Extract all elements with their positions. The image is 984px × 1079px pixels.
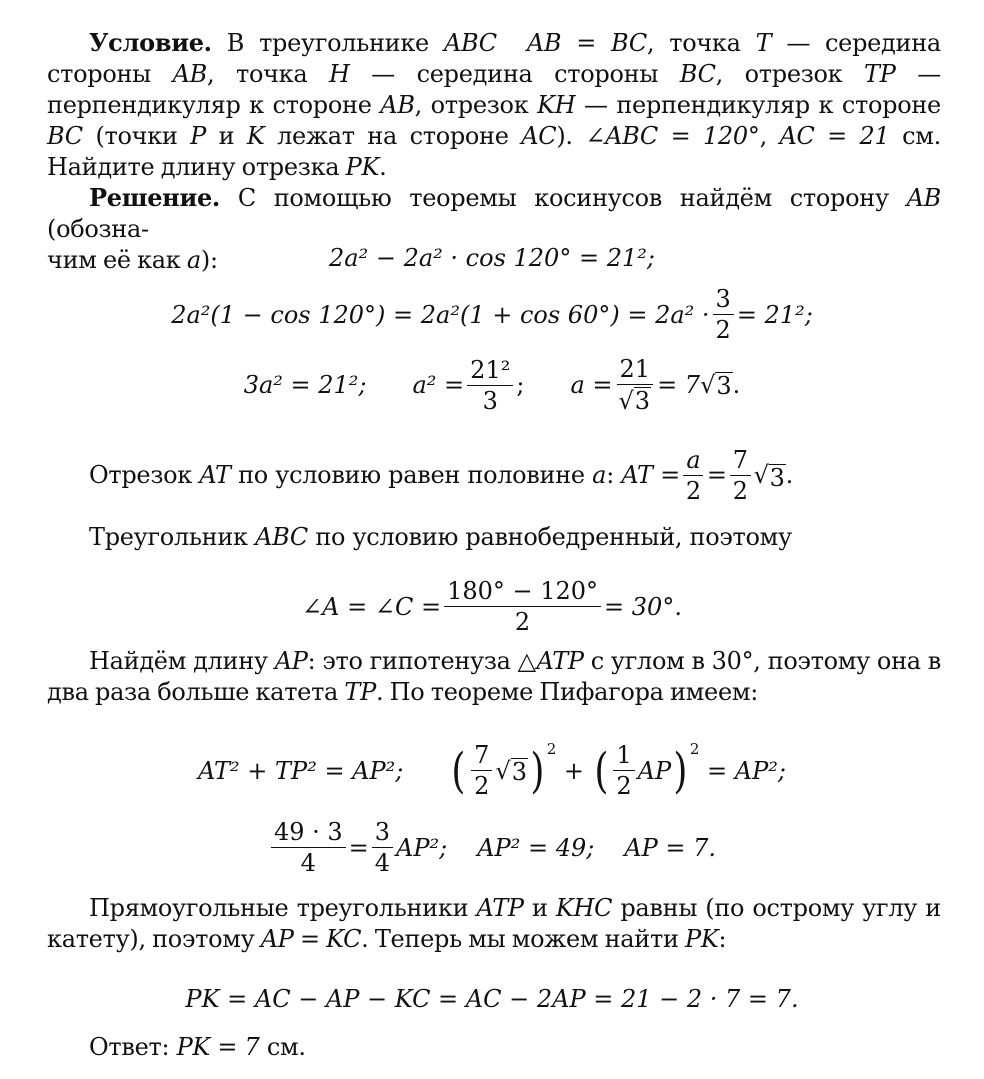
result-equation [0,818,984,877]
numerator: 21 [617,356,654,385]
fraction [372,819,393,877]
denominator: 3 [482,386,498,415]
fraction [471,742,492,800]
math: ABC [255,523,308,551]
math: AP [274,647,308,675]
math: AP = 7. [624,833,717,862]
math: ATP [476,894,524,922]
denominator: √ 3 [618,387,651,416]
text: Отрезок [89,461,192,490]
text: отрезок [430,91,529,119]
math: = AP²; [707,756,786,785]
radicand: 3 [634,387,651,416]
math: = [348,833,369,862]
math: ∠A = ∠C = [302,592,442,621]
fraction [444,578,601,636]
math: △ATP [517,647,584,675]
numerator: 1 [613,742,634,771]
text: равны (по острому углу и катету), поэтому [47,894,941,953]
math: a² = [412,371,465,400]
condition-label: Условие. [89,28,212,57]
math: P [190,122,207,150]
math: a = [570,371,613,400]
text: (обозна- [47,215,149,243]
math: AB [906,184,941,212]
denominator: 4 [374,849,391,878]
text: (точки [95,122,178,150]
text: точка [669,29,741,57]
fraction [271,819,346,877]
math: PK = AC − AP − KC = AC − 2AP = 21 − 2 · 7 = 7. [185,985,799,1013]
text: Найдём длину [89,647,268,675]
ap-paragraph [47,646,941,708]
text: : это гипотенуза [307,647,511,675]
math: AP = KC [260,925,362,953]
text: — перпендикуляр к стороне [584,91,941,119]
numerator: 21² [467,357,513,386]
math: K [246,122,265,150]
math: = 7 [657,371,701,400]
equation-2 [0,286,984,344]
pythagoras-equation: AT² + TP² = AP²; ( $\frac{7}{2}$ √ 3 ) 2 + ( $\frac{1}{2}$ AP ) 2 = AP²; [198,740,786,801]
math: AT² + TP² = AP²; [198,756,404,785]
text: . По теореме Пифагора имеем: [375,678,758,706]
text: В треугольнике [226,29,429,57]
radicand: 3 [716,372,732,400]
math: PK [685,925,719,953]
math: a [592,461,607,490]
text: и [531,894,548,922]
at-line: Отрезок AT по условию равен половине a : AT = $\frac{a}{2}$ = $\frac{7}{2}$ √ 3 . [89,446,793,506]
denominator: 2 [514,608,531,637]
math: AT = [621,461,680,490]
math: AP [637,756,672,785]
equation-3: 3a² = 21²; a² = $\frac{\text{21²}}{3}$ ; a = 21 √ 3 = 7 √ 3 . [243,355,741,416]
text: С помощью теоремы косинусов найдём сторону [237,184,889,212]
condition-paragraph: Условие. В треугольнике ABC AB = BC, точка T — середина стороны AB, точка H — середина стороны BC, отрезок TP — перпендикуляр к стороне AB, отрезок KH — перпендикуляр к стороне BC (точки P и K лежат на стороне AC). ∠ABC = 120°, AC = 21 см. Найдите длину отрезка PK. [47,28,941,181]
text: лежат на стороне [277,122,509,150]
math: AB = BC [526,29,647,57]
solution-label: Решение. [89,183,220,212]
text: см. Найдите длину отрезка [47,122,941,181]
text: — перпендикуляр к стороне [47,60,941,119]
math: AC [521,122,557,150]
denominator: 2 [732,477,748,506]
math: ∠ABC = 120° [585,122,760,150]
denominator: 2 [685,477,701,506]
math: AC = 21 [779,122,890,150]
answer-label: Ответ: [89,1033,170,1061]
denominator: 2 [474,772,490,801]
math: BC [47,122,83,150]
math: AB [380,91,415,119]
triangles-paragraph: Прямоугольные треугольники ATP и KHC равны (по острому углу и катету), поэтому AP = KC. Теперь мы можем найти PK: [47,894,941,953]
radicand: 3 [511,757,527,786]
math: AT [199,461,231,490]
text: по условию равнобедренный, поэтому [315,523,792,551]
text: Прямоугольные треугольники [89,894,469,922]
math: 3a² = 21²; [243,371,367,400]
answer-line [89,1032,306,1063]
math: BC [679,60,716,88]
fraction [713,286,734,344]
numerator: 7 [730,447,751,476]
fraction [730,447,751,505]
angle-equation [0,578,984,636]
math: TP [344,678,376,706]
text: по условию равен половине [238,461,585,490]
math: KH [537,91,576,119]
math: AB [172,60,207,88]
denominator: 4 [300,849,316,878]
text: — середина стороны [47,29,941,88]
text: и [218,122,235,150]
math: = 30°. [604,592,682,621]
math: TP [864,60,896,88]
math: AP²; [396,833,448,862]
text: точка [235,60,308,88]
text: . Теперь мы можем найти [361,925,679,953]
text: — середина стороны [371,60,659,88]
radicand: 3 [769,464,785,492]
fraction [613,742,634,800]
numerator: 3 [713,286,734,315]
numerator: a [683,447,703,476]
final-equation [0,985,984,1013]
math: 2a²(1 − cos 120°) = 2a²(1 + cos 60°) = 2a² · [171,300,710,329]
math: a [186,246,201,274]
text: с углом в 30°, поэтому она в два раза больше катета [47,647,941,706]
math: PK [345,153,380,181]
math: 2a² − 2a² · cos 120° = 21²; [329,244,655,272]
numerator: 49 · 3 [271,819,346,848]
fraction [683,447,704,505]
math: AP² = 49; [477,833,595,862]
solution-intro: Решение. С помощью теоремы косинусов найдём сторону AB (обозна- чим её как a): [47,183,941,274]
denominator: 2 [715,316,731,345]
math: = 21²; [736,300,813,329]
text: чим её как [47,246,181,274]
equation-1 [0,244,984,272]
math: ABC [443,29,497,57]
fraction [467,357,513,415]
numerator: 7 [471,742,492,771]
isosceles-line [89,522,792,553]
numerator: 3 [372,819,393,848]
numerator: 180° − 120° [444,578,601,607]
denominator: 2 [616,772,632,801]
text: отрезок [744,60,843,88]
math: T [755,29,772,57]
math: PK = 7 [176,1033,260,1061]
math: H [329,60,350,88]
fraction [615,356,654,415]
text: см. [266,1033,306,1061]
text: Треугольник [89,523,248,551]
math: KHC [555,894,613,922]
